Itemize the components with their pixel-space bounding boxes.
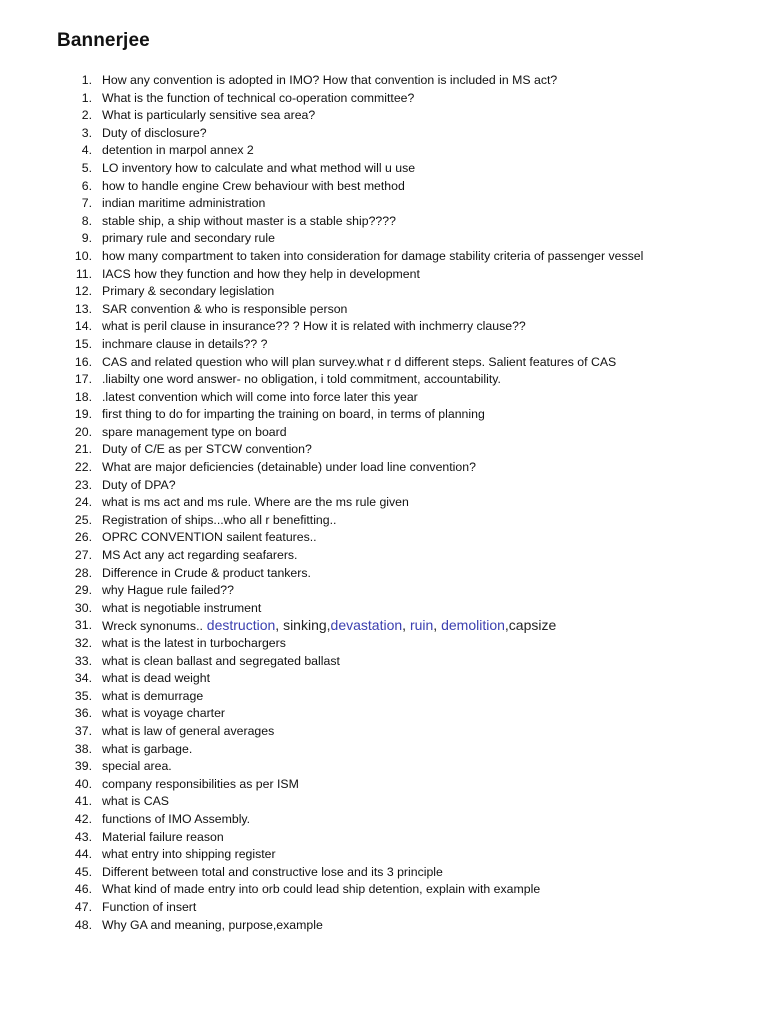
question-text bbox=[102, 758, 172, 776]
question-item bbox=[0, 371, 768, 389]
question-main-text: spare management type on board bbox=[102, 424, 287, 439]
question-item bbox=[0, 72, 768, 90]
question-main-text: What are major deficiencies (detainable) under load line convention? bbox=[102, 460, 476, 475]
question-number: 27. bbox=[74, 548, 92, 563]
question-main-text: indian maritime administration bbox=[102, 196, 266, 211]
question-main-text: Function of insert bbox=[102, 899, 197, 914]
question-item bbox=[0, 864, 768, 882]
question-main-text: inchmare clause in details?? ? bbox=[102, 336, 268, 351]
question-item bbox=[0, 248, 768, 266]
question-item bbox=[0, 600, 768, 618]
question-number: 23. bbox=[74, 477, 92, 492]
question-number: 44. bbox=[74, 847, 92, 862]
question-number: 15. bbox=[74, 336, 92, 351]
question-text bbox=[102, 653, 340, 671]
question-main-text: Duty of DPA? bbox=[102, 477, 176, 492]
question-number: 19. bbox=[74, 407, 92, 422]
question-item bbox=[0, 688, 768, 706]
question-number: 45. bbox=[74, 864, 92, 879]
question-item bbox=[0, 178, 768, 196]
question-item bbox=[0, 547, 768, 565]
synonym-text: demolition bbox=[441, 617, 505, 634]
question-text bbox=[102, 494, 409, 512]
question-main-text: Wreck synonums.. bbox=[102, 619, 203, 634]
question-text bbox=[102, 195, 265, 213]
question-item bbox=[0, 195, 768, 213]
question-text bbox=[102, 829, 224, 847]
question-number: 37. bbox=[74, 723, 92, 738]
question-item bbox=[0, 758, 768, 776]
question-item bbox=[0, 213, 768, 231]
question-item bbox=[0, 582, 768, 600]
question-main-text: What is particularly sensitive sea area? bbox=[102, 108, 316, 123]
question-main-text: Why GA and meaning, purpose,example bbox=[102, 917, 323, 932]
question-text bbox=[102, 389, 418, 407]
synonym-text: , bbox=[433, 617, 442, 634]
question-text bbox=[102, 582, 234, 600]
question-main-text: what is negotiable instrument bbox=[102, 600, 262, 615]
question-number: 12. bbox=[74, 284, 92, 299]
question-item bbox=[0, 107, 768, 125]
question-item bbox=[0, 266, 768, 284]
question-number: 38. bbox=[74, 741, 92, 756]
question-number: 48. bbox=[74, 917, 92, 932]
question-main-text: Primary & secondary legislation bbox=[102, 284, 275, 299]
question-text bbox=[102, 142, 254, 160]
question-text bbox=[102, 441, 312, 459]
question-main-text: What is the function of technical co-operation committee? bbox=[102, 90, 415, 105]
question-number: 14. bbox=[74, 319, 92, 334]
question-main-text: What kind of made entry into orb could lead ship detention, explain with example bbox=[102, 882, 541, 897]
question-main-text: company responsibilities as per ISM bbox=[102, 776, 299, 791]
question-text bbox=[102, 125, 207, 143]
question-item bbox=[0, 723, 768, 741]
question-number: 16. bbox=[74, 354, 92, 369]
question-main-text: Different between total and constructive lose and its 3 principle bbox=[102, 864, 443, 879]
question-text bbox=[102, 776, 299, 794]
question-text bbox=[102, 512, 336, 530]
question-number: 33. bbox=[74, 653, 92, 668]
question-number: 2. bbox=[81, 108, 92, 123]
question-number: 1. bbox=[81, 73, 92, 87]
question-main-text: what is ms act and ms rule. Where are the ms rule given bbox=[102, 495, 409, 510]
question-main-text: how many compartment to taken into consideration for damage stability criteria of passenger vessel bbox=[102, 248, 644, 263]
question-main-text: what is garbage. bbox=[102, 741, 193, 756]
question-number: 39. bbox=[74, 759, 92, 774]
question-text bbox=[102, 406, 485, 424]
question-number: 4. bbox=[81, 143, 92, 158]
question-text bbox=[102, 336, 267, 354]
question-main-text: Duty of C/E as per STCW convention? bbox=[102, 442, 312, 457]
question-item bbox=[0, 917, 768, 935]
question-item bbox=[0, 565, 768, 583]
question-text bbox=[102, 90, 414, 108]
question-main-text: what is law of general averages bbox=[102, 723, 275, 738]
question-item bbox=[0, 512, 768, 530]
question-main-text: first thing to do for imparting the training on board, in terms of planning bbox=[102, 407, 485, 422]
question-text bbox=[102, 301, 347, 319]
synonym-text: devastation bbox=[330, 617, 403, 634]
question-main-text: Registration of ships...who all r benefitting.. bbox=[102, 512, 337, 527]
question-text bbox=[102, 424, 287, 442]
question-item bbox=[0, 776, 768, 794]
question-number: 3. bbox=[81, 125, 92, 140]
question-item bbox=[0, 653, 768, 671]
question-main-text: what is peril clause in insurance?? ? How it is related with inchmerry clause?? bbox=[102, 319, 526, 334]
question-main-text: what is clean ballast and segregated ballast bbox=[102, 653, 340, 668]
question-item bbox=[0, 160, 768, 178]
question-item bbox=[0, 899, 768, 917]
question-number: 20. bbox=[74, 424, 92, 439]
question-item bbox=[0, 301, 768, 319]
question-text bbox=[102, 230, 275, 248]
question-item bbox=[0, 881, 768, 899]
question-main-text: Duty of disclosure? bbox=[102, 125, 207, 140]
synonym-text: ruin bbox=[409, 617, 434, 634]
question-main-text: what is dead weight bbox=[102, 671, 211, 686]
synonym-text: destruction bbox=[202, 617, 276, 634]
question-item bbox=[0, 90, 768, 108]
question-main-text: how to handle engine Crew behaviour with best method bbox=[102, 178, 405, 193]
question-number: 17. bbox=[74, 372, 92, 387]
question-number: 46. bbox=[74, 882, 92, 897]
question-main-text: special area. bbox=[102, 759, 172, 774]
question-main-text: stable ship, a ship without master is a stable ship???? bbox=[102, 213, 396, 228]
question-item bbox=[0, 635, 768, 653]
question-number: 22. bbox=[74, 460, 92, 475]
question-main-text: functions of IMO Assembly. bbox=[102, 811, 251, 826]
question-main-text: what is the latest in turbochargers bbox=[102, 636, 286, 650]
question-number: 47. bbox=[74, 899, 92, 914]
question-number: 1. bbox=[81, 90, 92, 105]
question-text bbox=[102, 635, 286, 653]
question-main-text: SAR convention & who is responsible person bbox=[102, 301, 348, 316]
question-text bbox=[102, 688, 203, 706]
question-item bbox=[0, 441, 768, 459]
question-text bbox=[102, 459, 476, 477]
question-text bbox=[102, 283, 274, 301]
question-number: 29. bbox=[74, 583, 92, 598]
synonym-text: , bbox=[402, 617, 410, 634]
question-main-text: CAS and related question who will plan survey.what r d different steps. Salient features of CAS bbox=[102, 354, 617, 369]
question-text bbox=[102, 846, 276, 864]
question-number: 41. bbox=[74, 794, 92, 809]
question-text bbox=[102, 178, 405, 196]
question-number: 25. bbox=[74, 512, 92, 527]
question-main-text: Difference in Crude & product tankers. bbox=[102, 565, 311, 580]
question-main-text: .liabilty one word answer- no obligation, i told commitment, accountability. bbox=[102, 372, 501, 387]
question-text bbox=[102, 160, 415, 178]
question-text bbox=[102, 741, 192, 759]
question-item bbox=[0, 793, 768, 811]
question-number: 13. bbox=[74, 301, 92, 316]
question-item bbox=[0, 811, 768, 829]
question-main-text: what entry into shipping register bbox=[102, 847, 276, 862]
question-number: 18. bbox=[74, 389, 92, 404]
question-number: 35. bbox=[74, 688, 92, 703]
question-text bbox=[102, 600, 261, 618]
question-number: 31. bbox=[74, 618, 92, 633]
question-number: 21. bbox=[74, 442, 92, 457]
question-main-text: what is voyage charter bbox=[102, 706, 226, 721]
question-item bbox=[0, 705, 768, 723]
question-text bbox=[102, 107, 315, 125]
question-text bbox=[102, 617, 556, 636]
question-main-text: why Hague rule failed?? bbox=[102, 583, 234, 598]
question-number: 40. bbox=[74, 776, 92, 791]
question-item bbox=[0, 283, 768, 301]
question-item bbox=[0, 529, 768, 547]
question-item bbox=[0, 354, 768, 372]
question-text bbox=[102, 477, 176, 495]
question-item bbox=[0, 318, 768, 336]
question-main-text: what is demurrage bbox=[102, 688, 204, 703]
question-text bbox=[102, 266, 420, 284]
question-text bbox=[102, 565, 311, 583]
question-main-text: LO inventory how to calculate and what method will u use bbox=[102, 160, 416, 175]
question-text bbox=[102, 793, 169, 811]
question-number: 34. bbox=[74, 671, 92, 686]
question-text bbox=[102, 371, 501, 389]
question-main-text: detention in marpol annex 2 bbox=[102, 143, 254, 158]
question-item bbox=[0, 617, 768, 635]
question-main-text: MS Act any act regarding seafarers. bbox=[102, 548, 298, 563]
question-main-text: what is CAS bbox=[102, 794, 169, 809]
question-text bbox=[102, 354, 616, 372]
question-item bbox=[0, 670, 768, 688]
question-main-text: primary rule and secondary rule bbox=[102, 231, 275, 246]
question-item bbox=[0, 406, 768, 424]
question-number: 30. bbox=[74, 600, 92, 615]
question-text bbox=[102, 318, 526, 336]
question-item bbox=[0, 230, 768, 248]
question-number: 11. bbox=[75, 266, 92, 281]
question-text bbox=[102, 547, 297, 565]
synonym-text: , sinking, bbox=[275, 617, 331, 634]
synonym-text: ,capsize bbox=[504, 617, 557, 634]
question-text bbox=[102, 723, 274, 741]
question-item bbox=[0, 741, 768, 759]
question-number: 43. bbox=[74, 829, 92, 844]
question-item bbox=[0, 336, 768, 354]
question-list bbox=[0, 72, 768, 934]
question-item bbox=[0, 829, 768, 847]
question-number: 36. bbox=[74, 706, 92, 721]
question-item bbox=[0, 125, 768, 143]
question-number: 9. bbox=[81, 231, 92, 246]
question-main-text: Material failure reason bbox=[102, 829, 224, 844]
document-title: Bannerjee bbox=[57, 30, 150, 51]
question-text bbox=[102, 881, 540, 899]
question-text bbox=[102, 899, 196, 917]
question-number: 7. bbox=[81, 196, 92, 211]
question-text bbox=[102, 248, 643, 266]
question-number: 5. bbox=[81, 160, 92, 175]
question-number: 26. bbox=[74, 530, 92, 545]
question-item bbox=[0, 389, 768, 407]
question-item bbox=[0, 142, 768, 160]
question-number: 10. bbox=[74, 248, 92, 263]
question-text bbox=[102, 864, 443, 882]
question-item bbox=[0, 459, 768, 477]
question-text bbox=[102, 917, 323, 935]
question-number: 42. bbox=[74, 811, 92, 826]
question-main-text: OPRC CONVENTION sailent features.. bbox=[102, 530, 317, 545]
question-number: 6. bbox=[81, 178, 92, 193]
question-text bbox=[102, 705, 225, 723]
question-main-text: .latest convention which will come into force later this year bbox=[102, 389, 418, 404]
question-number: 8. bbox=[81, 213, 92, 228]
question-number: 24. bbox=[74, 495, 92, 510]
question-item bbox=[0, 846, 768, 864]
question-text bbox=[102, 811, 250, 829]
question-main-text: IACS how they function and how they help in development bbox=[102, 266, 420, 281]
question-text bbox=[102, 670, 210, 688]
question-main-text: How any convention is adopted in IMO? How that convention is included in MS act? bbox=[102, 73, 558, 87]
question-text bbox=[102, 72, 557, 90]
question-item bbox=[0, 477, 768, 495]
question-text bbox=[102, 529, 317, 547]
question-item bbox=[0, 424, 768, 442]
question-item bbox=[0, 494, 768, 512]
question-text bbox=[102, 213, 396, 231]
question-number: 32. bbox=[74, 636, 92, 650]
question-number: 28. bbox=[74, 565, 92, 580]
